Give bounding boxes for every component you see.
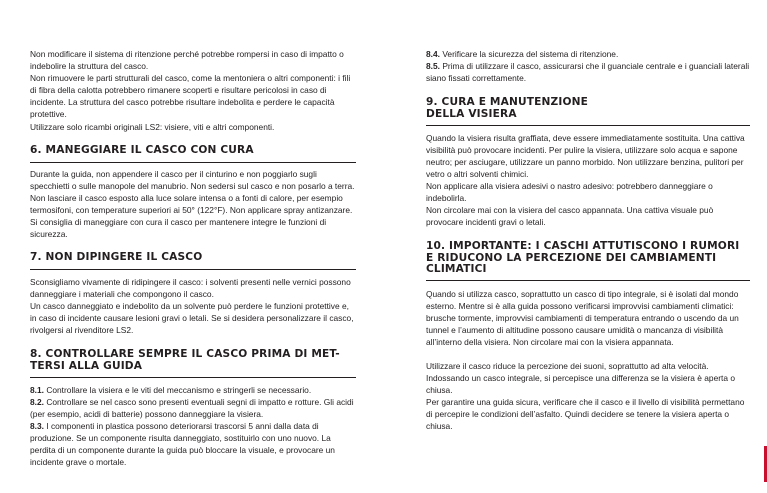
item-number: 8.1. (30, 385, 44, 395)
section-6-heading (30, 145, 356, 157)
section-9-heading (426, 97, 750, 120)
section-9-divider (426, 125, 750, 126)
intro-paragraph-1: Non modificare il sistema di ritenzione perché potrebbe rompersi in caso di impatto o indebolire la struttura del casco. (30, 49, 344, 71)
section-10-divider (426, 280, 750, 281)
item-number: 8.3. (30, 421, 44, 431)
section-8-item (30, 397, 356, 421)
section-8-heading (30, 349, 356, 372)
section-8-heading-line-1: 8. CONTROLLARE SEMPRE IL CASCO PRIMA DI MET- (30, 348, 340, 360)
section-9-heading-line-1: 9. CURA E MANUTENZIONE (426, 96, 588, 108)
item-text: Prima di utilizzare il casco, assicurarsi che il guanciale centrale e i guanciali laterali siano fissati correttamente. (426, 61, 750, 83)
section-8-item (30, 421, 356, 469)
item-text: Controllare la visiera e le viti del meccanismo e stringerli se necessario. (46, 385, 312, 395)
section-6-heading-text: 6. MANEGGIARE IL CASCO CON CURA (30, 144, 254, 156)
section-7-paragraph-1: Sconsigliamo vivamente di ridipingere il casco: i solventi presenti nelle vernici possono danneggiare i materiali che compongono il casco. (30, 277, 351, 299)
intro-paragraph-2: Non rimuovere le parti strutturali del casco, come la mentoniera o altri componenti: i fili di fibra della calotta potrebbero rimanere scoperti e risultare pericolosi in caso di incidente. La struttura del casco potrebbe risultare indebolita e perdere le capacità protettive. (30, 73, 351, 119)
section-10-paragraph-2: Utilizzare il casco riduce la percezione dei suoni, soprattutto ad alta velocità. Indossando un casco integrale, si percepisce una differenza se la visiera è aperta o chiusa. (426, 361, 735, 395)
section-8-divider (30, 377, 356, 378)
section-7-paragraph-2: Un casco danneggiato e indebolito da un solvente può perdere le funzioni protettive e, in caso di incidente causare lesioni gravi o letali. Se si desidera personalizzare il casco, rivolgersi al rivenditore LS2. (30, 301, 354, 335)
section-8-item (426, 49, 750, 61)
section-10-paragraph-1: Quando si utilizza casco, soprattutto un casco di tipo integrale, si è isolati dal mondo esterno. Mentre si è alla guida possono verificarsi improvvisi cambiamenti climatici: brusche tormente, improvvisi cambiamenti di temperatura entrando o uscendo da un tunnel e l’aumento di altitudine possono causare umidità o mancanza di visibilità all’interno della visiera. Non circolare mai con la visiera appannata. (426, 289, 739, 347)
section-10-heading-line-1: 10. IMPORTANTE: I CASCHI ATTUTISCONO I RUMORI (426, 240, 740, 252)
section-7-heading-text: 7. NON DIPINGERE IL CASCO (30, 251, 203, 263)
section-9-paragraph-2: Non applicare alla visiera adesivi o nastro adesivo: potrebbero danneggiare o indebolirla. (426, 181, 713, 203)
section-6-body: Durante la guida, non appendere il casco per il cinturino e non poggiarlo sugli specchietti o sulle manopole del manubrio. Non sedersi sul casco e non posarlo a terra. Non lasciare il casco esposto alla luce solare intensa o a fonti di calore, per esempio termosifoni, con temperature superiori ai 50° (122°F). Non applicare spray antizanzare. Si consiglia di maneggiare con cura il casco per mantenere integre le funzioni di sicurezza. (30, 169, 355, 239)
section-8-item (30, 385, 356, 397)
item-text: Verificare la sicurezza del sistema di ritenzione. (442, 49, 619, 59)
section-9-paragraph-3: Non circolare mai con la visiera del casco appannata. Una cattiva visuale può provocare incidenti gravi o letali. (426, 205, 714, 227)
section-6-divider (30, 162, 356, 163)
section-9-paragraph-1: Quando la visiera risulta graffiata, deve essere immediatamente sostituita. Una cattiva visibilità può provocare incidenti. Per pulire la visiera, utilizzare solo acqua e sapone neutro; per asciugare, utilizzare un panno morbido. Non utilizzare benzina, pulitori per vetro o altri solventi chimici. (426, 133, 745, 179)
section-10-heading-line-3: CLIMATICI (426, 263, 487, 275)
item-number: 8.2. (30, 397, 44, 407)
section-9-heading-line-2: DELLA VISIERA (426, 107, 517, 120)
item-number: 8.5. (426, 61, 440, 71)
section-10-paragraph-3: Per garantire una guida sicura, verificare che il casco e il livello di visibilità permettano di percepire le condizioni dell’asfalto. Quindi decidere se tenere la visiera aperta o chiusa. (426, 397, 745, 431)
item-text: Controllare se nel casco sono presenti eventuali segni di impatto e rotture. Gli acidi (per esempio, acidi di batterie) possono danneggiare la visiera. (30, 397, 354, 419)
section-10-heading-line-2: E RIDUCONO LA PERCEZIONE DEI CAMBIAMENTI (426, 251, 717, 264)
intro-paragraph-3: Utilizzare solo ricambi originali LS2: visiere, viti e altri componenti. (30, 122, 275, 132)
section-7-heading (30, 252, 356, 264)
section-8-item (426, 61, 750, 85)
item-number: 8.4. (426, 49, 440, 59)
section-8-heading-line-2: TERSI ALLA GUIDA (30, 359, 143, 372)
item-text: I componenti in plastica possono deteriorarsi trascorsi 5 anni dalla data di produzione. Se un componente risulta danneggiato, sostituirlo con uno nuovo. La perdita di un componente durante la guida può bloccare la visuale, e provocare un incidente grave o mortale. (30, 421, 335, 467)
section-10-heading (426, 241, 750, 276)
section-7-divider (30, 269, 356, 270)
